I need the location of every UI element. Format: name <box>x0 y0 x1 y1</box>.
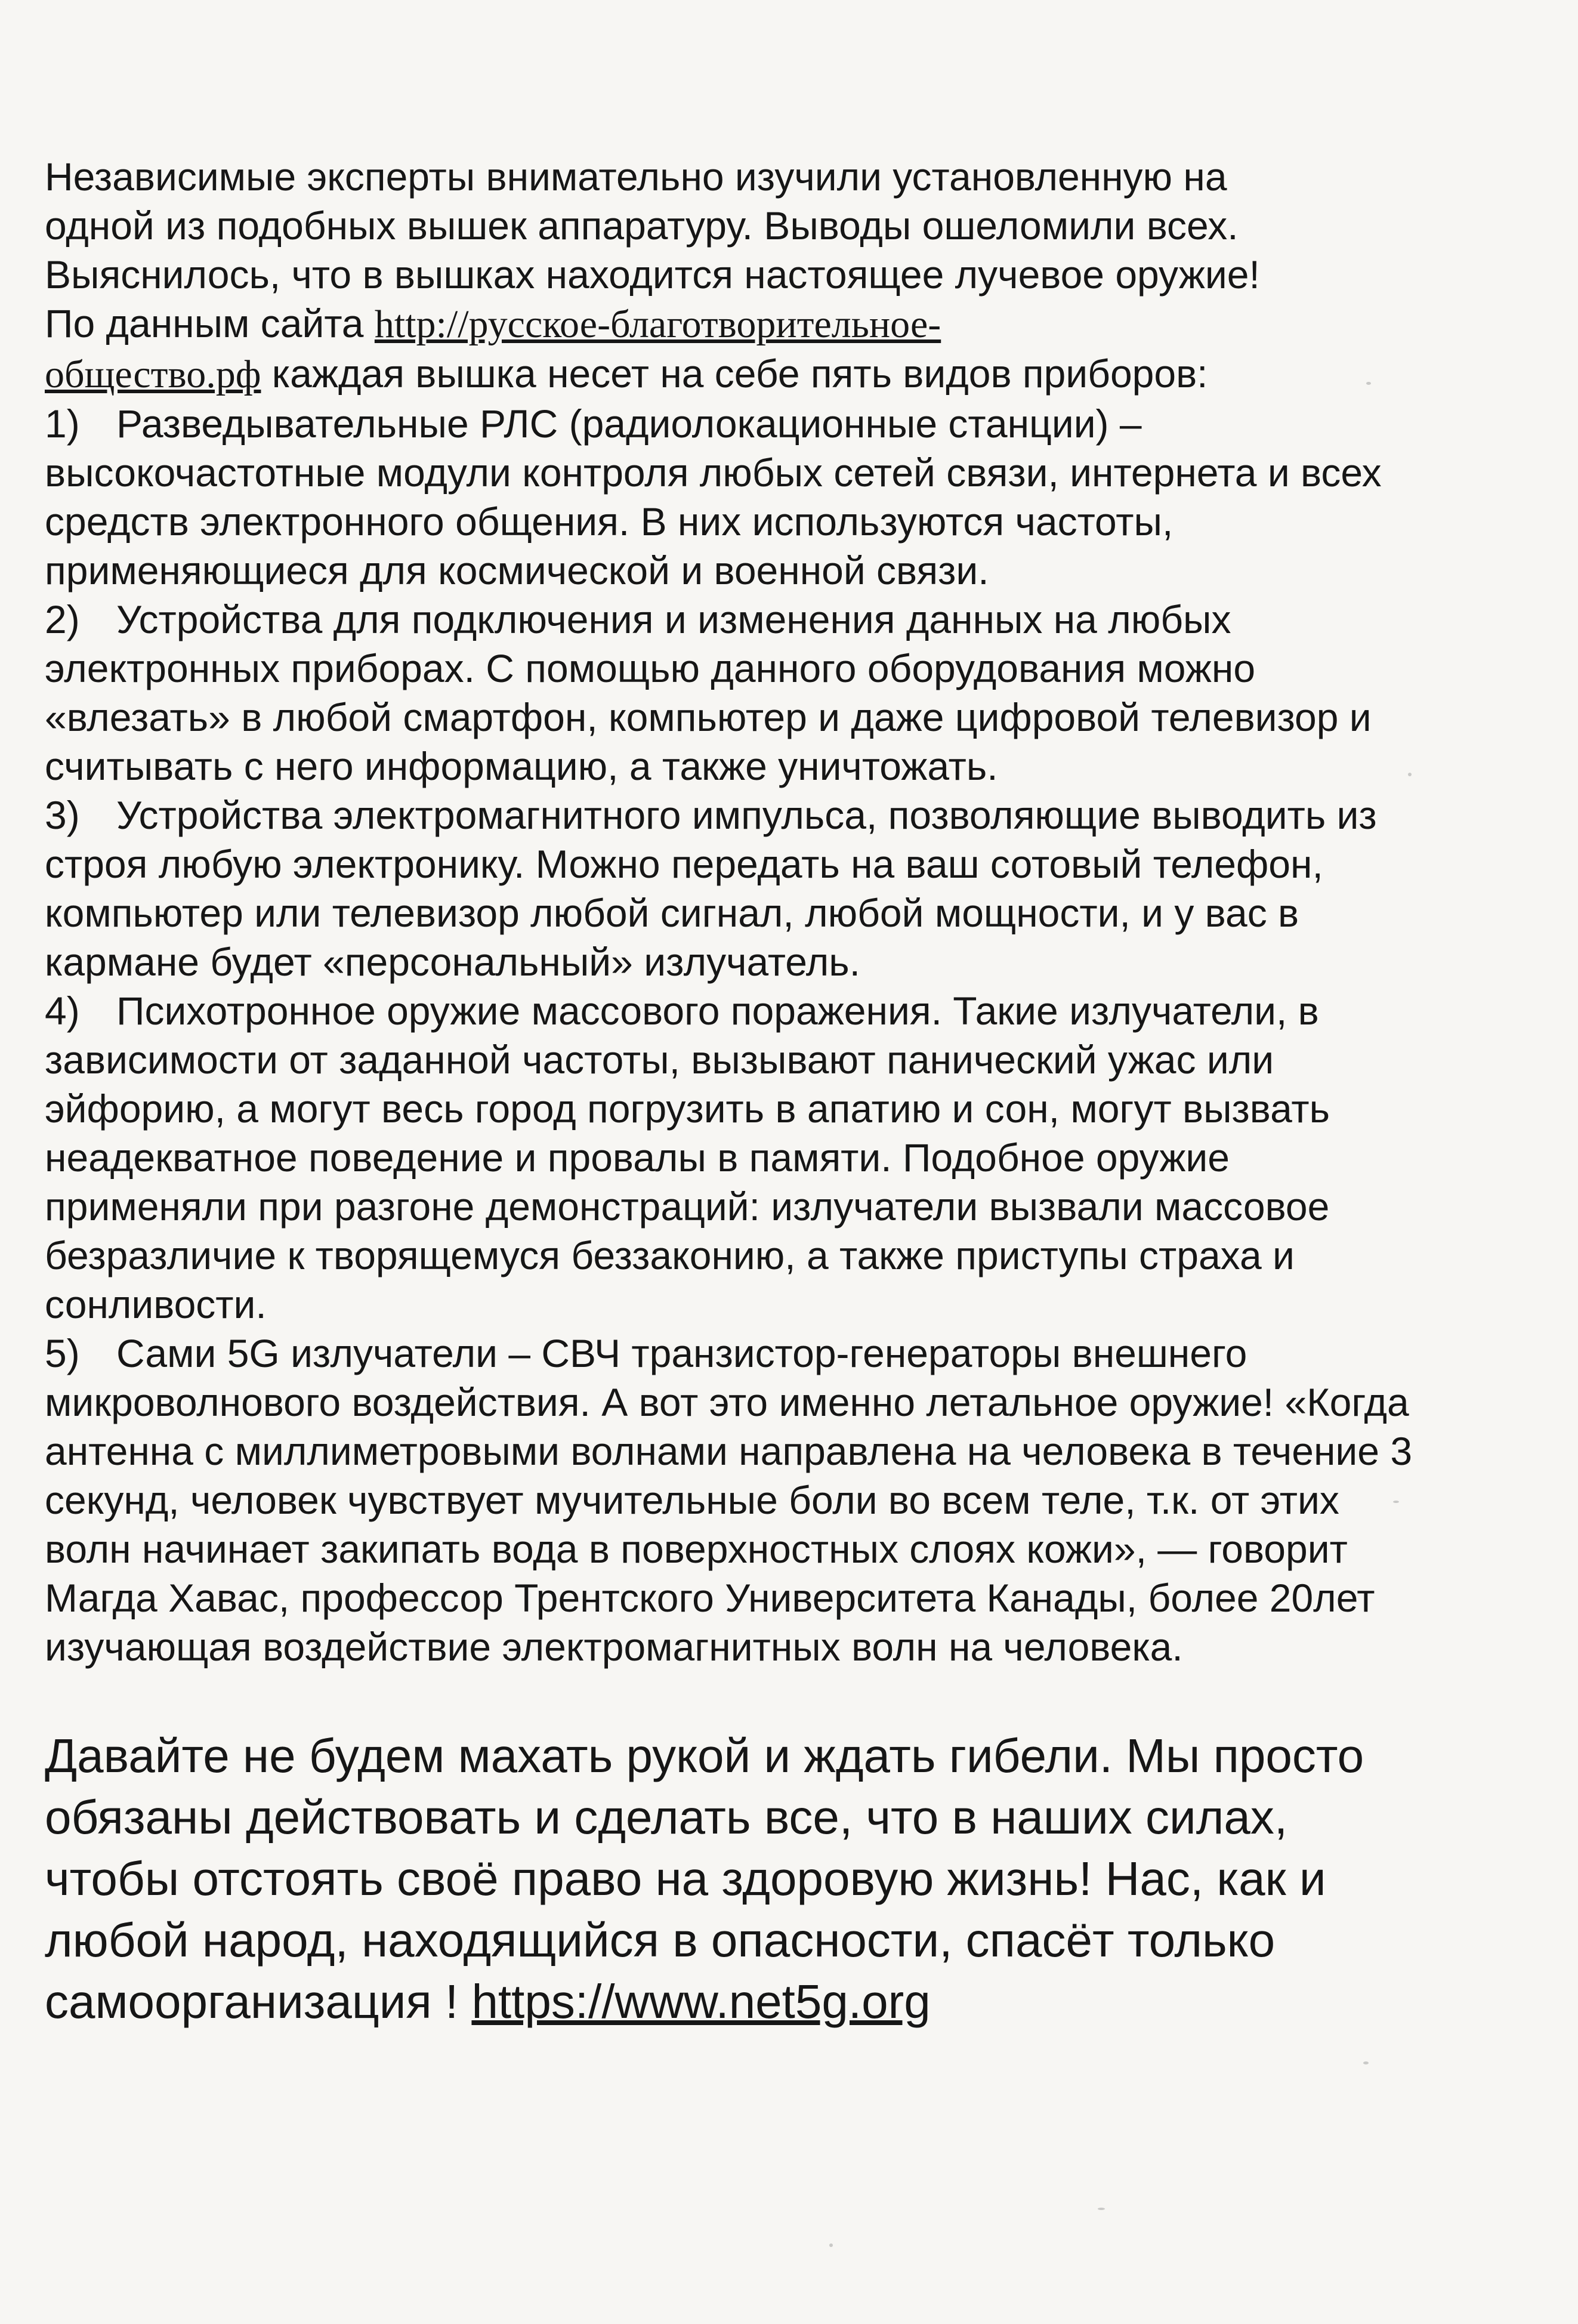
intro-paragraph <box>45 152 1435 399</box>
list-number: 5) <box>45 1331 80 1375</box>
list-number: 1) <box>45 402 80 446</box>
list-text: Устройства для подключения и изменения данных на любых электронных приборах. С помощью данного оборудования можно «влезать» в любой смартфон, компьютер и даже цифровой телевизор и считывать с него информацию, а также уничтожать. <box>45 597 1372 788</box>
closing-link[interactable]: https://www.net5g.org <box>471 1975 931 2028</box>
closing-paragraph <box>45 1725 1435 2032</box>
paper-speck <box>1393 1501 1399 1503</box>
list-text: Разведывательные РЛС (радиолокационные станции) – высокочастотные модули контроля любых сетей связи, интернета и всех средств электронного общения. В них используются частоты, применяющиеся для космической и военной связи. <box>45 402 1382 592</box>
list-text: Сами 5G излучатели – СВЧ транзистор-генераторы внешнего микроволнового воздействия. А вот это именно летальное оружие! «Когда антенна с миллиметровыми волнами направлена на человека в течение 3 секунд, человек чувствует мучительные боли во всем теле, т.к. от этих волн начинает закипать вода в поверхностных слоях кожи», — говорит Магда Хавас, профессор Трентского Университета Канады, более 20лет изучающая воздействие электромагнитных волн на человека. <box>45 1331 1413 1669</box>
list-item-1 <box>45 399 1435 595</box>
source-prefix: По данным сайта <box>45 301 375 345</box>
intro-source-line <box>45 299 1435 349</box>
paper-speck <box>1363 2061 1369 2064</box>
list-number: 3) <box>45 793 80 837</box>
list-number: 2) <box>45 597 80 641</box>
intro-source-line <box>45 349 1435 399</box>
list-number: 4) <box>45 989 80 1033</box>
list-item-5 <box>45 1329 1435 1671</box>
intro-line: Выяснилось, что в вышках находится настоящее лучевое оружие! <box>45 252 1260 297</box>
paper-speck <box>1366 382 1371 385</box>
paper-speck <box>1098 2208 1105 2210</box>
source-suffix: каждая вышка несет на себе пять видов приборов: <box>261 351 1208 396</box>
paper-speck <box>1408 773 1412 776</box>
list-item-4 <box>45 986 1435 1329</box>
source-link-part1[interactable]: http://русское-благотворительное- <box>374 303 941 346</box>
source-link-part2[interactable]: общество.рф <box>45 353 261 396</box>
list-text: Психотронное оружие массового поражения. Такие излучатели, в зависимости от заданной частоты, вызывают панический ужас или эйфорию, а могут весь город погрузить в апатию и сон, могут вызвать неадекватное поведение и провалы в памяти. Подобное оружие применяли при разгоне демонстраций: излучатели вызвали массовое безразличие к творящемуся беззаконию, а также приступы страха и сонливости. <box>45 989 1330 1326</box>
intro-line: одной из подобных вышек аппаратуру. Выводы ошеломили всех. <box>45 203 1239 248</box>
document-body <box>45 152 1435 2032</box>
intro-line: Независимые эксперты внимательно изучили установленную на <box>45 155 1227 199</box>
list-item-2 <box>45 595 1435 791</box>
paper-speck <box>829 2243 833 2247</box>
list-text: Устройства электромагнитного импульса, позволяющие выводить из строя любую электронику. Можно передать на ваш сотовый телефон, компьютер или телевизор любой сигнал, любой мощности, и у вас в кармане будет «персональный» излучатель. <box>45 793 1377 984</box>
list-item-3 <box>45 791 1435 986</box>
closing-text: Давайте не будем махать рукой и ждать гибели. Мы просто обязаны действовать и сделать все, что в наших силах, чтобы отстоять своё право на здоровую жизнь! Нас, как и любой народ, находящийся в опасности, спасёт только самоорганизация ! <box>45 1729 1364 2028</box>
